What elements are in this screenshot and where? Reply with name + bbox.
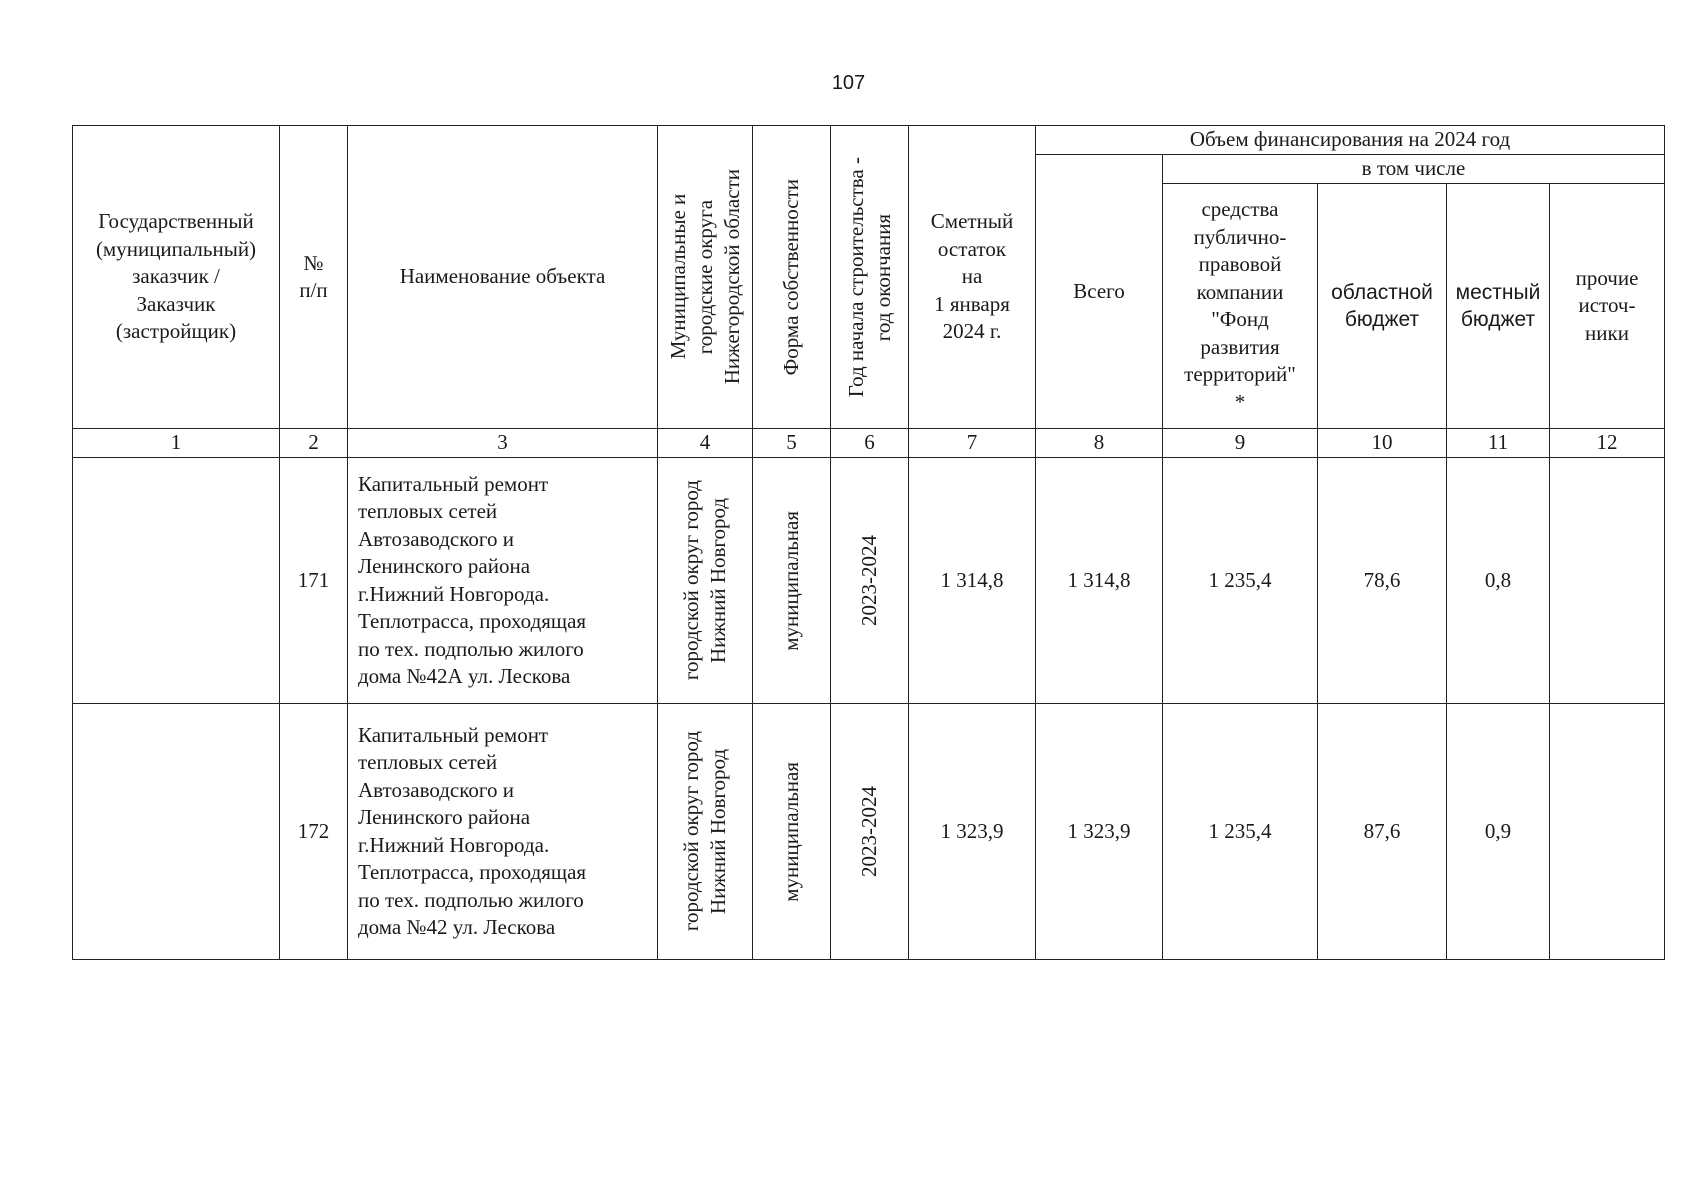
row-object-name [348, 458, 658, 704]
row-years [831, 704, 909, 960]
page-number: 107 [831, 72, 866, 94]
table-row [73, 458, 1665, 704]
column-number: 4 [658, 429, 753, 458]
column-number: 2 [280, 429, 348, 458]
financing-table [72, 125, 1665, 960]
column-number: 6 [831, 429, 909, 458]
header-local: местный бюджет [1447, 184, 1550, 429]
header-ownership-text: Форма собственности [779, 178, 803, 376]
row-other [1550, 704, 1665, 960]
row-object-name-text: Капитальный ремонт тепловых сетей Автозаводского и Ленинского района г.Нижний Новгорода. Теплотрасса, проходящая по тех. подполью жилого дома №42А ул. Лескова [358, 471, 587, 688]
header-ownership [753, 126, 831, 429]
header-including: в том числе [1163, 155, 1665, 184]
row-fund: 1 235,4 [1163, 458, 1318, 704]
row-customer [73, 704, 280, 960]
row-regional: 87,6 [1318, 704, 1447, 960]
column-number: 8 [1036, 429, 1163, 458]
column-number: 7 [909, 429, 1036, 458]
row-local: 0,9 [1447, 704, 1550, 960]
header-number: № п/п [280, 126, 348, 429]
header-total: Всего [1036, 155, 1163, 429]
row-years-text: 2023-2024 [857, 535, 881, 626]
row-number: 172 [280, 704, 348, 960]
header-municipality-text: Муниципальные и городские округа Нижегородской области [665, 169, 744, 385]
column-number: 9 [1163, 429, 1318, 458]
row-municipality-text: городской округ город Нижний Новгород [679, 480, 730, 681]
table-row [73, 704, 1665, 960]
row-other [1550, 458, 1665, 704]
column-number: 3 [348, 429, 658, 458]
row-customer [73, 458, 280, 704]
row-object-name [348, 704, 658, 960]
header-fund: средства публично- правовой компании "Фонд развития территорий" * [1163, 184, 1318, 429]
header-other: прочие источ- ники [1550, 184, 1665, 429]
column-number: 5 [753, 429, 831, 458]
row-fund: 1 235,4 [1163, 704, 1318, 960]
row-ownership-text: муниципальная [779, 510, 803, 651]
header-customer: Государственный (муниципальный) заказчик / Заказчик (застройщик) [73, 126, 280, 429]
column-number: 11 [1447, 429, 1550, 458]
row-municipality-text: городской округ город Нижний Новгород [679, 731, 730, 932]
header-object-name: Наименование объекта [348, 126, 658, 429]
row-years [831, 458, 909, 704]
row-object-name-text: Капитальный ремонт тепловых сетей Автозаводского и Ленинского района г.Нижний Новгорода. Теплотрасса, проходящая по тех. подполью жилого дома №42 ул. Лескова [358, 722, 587, 939]
row-ownership [753, 704, 831, 960]
row-estimate-balance: 1 314,8 [909, 458, 1036, 704]
row-number: 171 [280, 458, 348, 704]
row-years-text: 2023-2024 [857, 786, 881, 877]
row-municipality [658, 704, 753, 960]
row-ownership [753, 458, 831, 704]
row-estimate-balance: 1 323,9 [909, 704, 1036, 960]
header-estimate-balance: Сметный остаток на 1 января 2024 г. [909, 126, 1036, 429]
row-total: 1 314,8 [1036, 458, 1163, 704]
header-years [831, 126, 909, 429]
column-number: 1 [73, 429, 280, 458]
row-regional: 78,6 [1318, 458, 1447, 704]
header-funding-group: Объем финансирования на 2024 год [1036, 126, 1665, 155]
column-number: 12 [1550, 429, 1665, 458]
column-number: 10 [1318, 429, 1447, 458]
row-local: 0,8 [1447, 458, 1550, 704]
header-regional: областной бюджет [1318, 184, 1447, 429]
row-ownership-text: муниципальная [779, 761, 803, 902]
row-municipality [658, 458, 753, 704]
row-total: 1 323,9 [1036, 704, 1163, 960]
header-municipality [658, 126, 753, 429]
header-years-text: Год начала строительства - год окончания [843, 156, 895, 398]
